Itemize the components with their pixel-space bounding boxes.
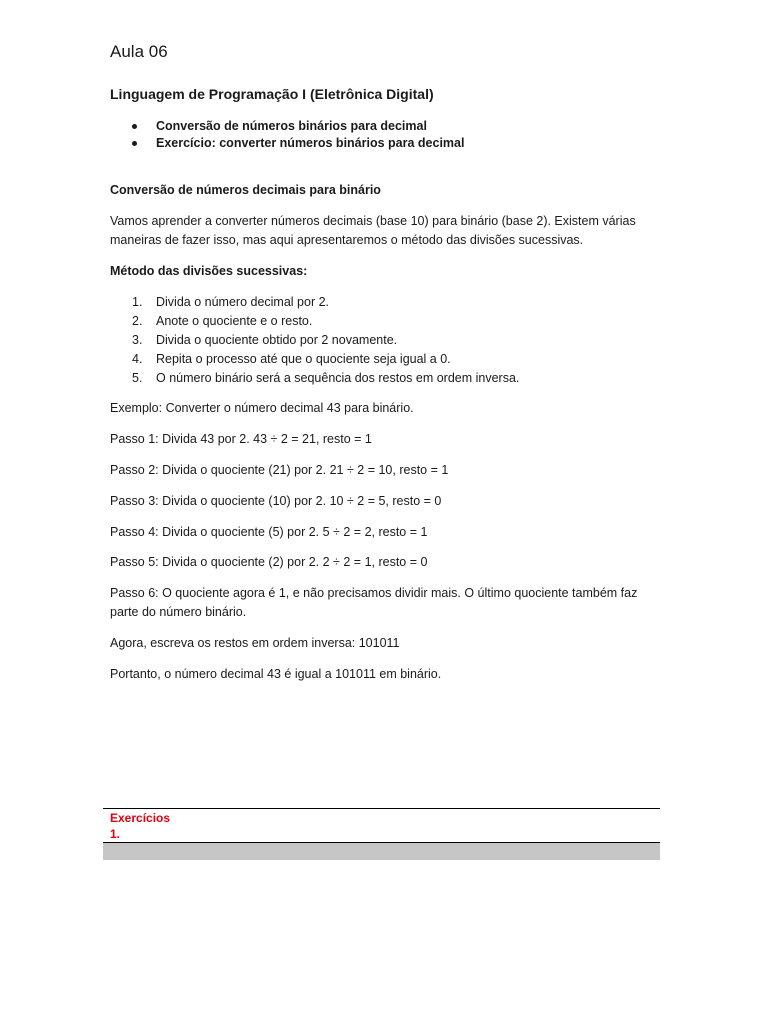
- passo-paragraph: Passo 3: Divida o quociente (10) por 2. 10 ÷ 2 = 5, resto = 0: [110, 494, 442, 508]
- exercise-number: 1.: [110, 827, 121, 841]
- exercises-table: [103, 808, 660, 860]
- list-item: [110, 118, 464, 135]
- list-item: [110, 293, 519, 312]
- exercises-title: Exercícios: [110, 811, 171, 825]
- list-item: [110, 331, 519, 350]
- list-item: [110, 369, 519, 388]
- step-text: O número binário será a sequência dos restos em ordem inversa.: [156, 371, 520, 385]
- bullet-icon: [132, 141, 137, 146]
- step-text: Anote o quociente e o resto.: [156, 314, 313, 328]
- passo-paragraph: Passo 2: Divida o quociente (21) por 2. 21 ÷ 2 = 10, resto = 1: [110, 463, 449, 477]
- list-item: [110, 312, 519, 331]
- step-number: 3.: [132, 333, 143, 347]
- intro-paragraph: Vamos aprender a converter números decimais (base 10) para binário (base 2). Existem várias maneiras de fazer isso, mas aqui apresentaremos o método das divisões sucessivas.: [110, 214, 636, 247]
- course-subtitle: Linguagem de Programação I (Eletrônica Digital): [110, 86, 434, 102]
- list-item: [110, 350, 519, 369]
- step-number: 4.: [132, 352, 143, 366]
- step-number: 2.: [132, 314, 143, 328]
- topic-text: Exercício: converter números binários para decimal: [156, 135, 465, 150]
- topics-list: [110, 118, 464, 151]
- example-paragraph: Exemplo: Converter o número decimal 43 para binário.: [110, 401, 414, 415]
- remainders-paragraph: Agora, escreva os restos em ordem inversa: 101011: [110, 636, 400, 650]
- conclusion-paragraph: Portanto, o número decimal 43 é igual a 101011 em binário.: [110, 667, 442, 681]
- step-number: 1.: [132, 295, 143, 309]
- bullet-icon: [132, 124, 137, 129]
- section-heading: Conversão de números decimais para binário: [110, 183, 381, 197]
- passo-paragraph: Passo 5: Divida o quociente (2) por 2. 2 ÷ 2 = 1, resto = 0: [110, 555, 428, 569]
- passo-paragraph: Passo 6: O quociente agora é 1, e não precisamos dividir mais. O último quociente também faz parte do número binário.: [110, 586, 638, 619]
- exercises-header: [103, 809, 660, 843]
- method-heading: Método das divisões sucessivas:: [110, 264, 308, 278]
- passo-paragraph: Passo 4: Divida o quociente (5) por 2. 5 ÷ 2 = 2, resto = 1: [110, 525, 428, 539]
- page-title: Aula 06: [110, 42, 168, 61]
- steps-list: [110, 293, 519, 388]
- exercise-shaded-row: [103, 843, 660, 860]
- step-text: Divida o quociente obtido por 2 novamente.: [156, 333, 398, 347]
- topic-text: Conversão de números binários para decimal: [156, 119, 427, 133]
- passo-paragraph: Passo 1: Divida 43 por 2. 43 ÷ 2 = 21, resto = 1: [110, 432, 372, 446]
- step-number: 5.: [132, 371, 143, 385]
- step-text: Repita o processo até que o quociente seja igual a 0.: [156, 352, 451, 366]
- list-item: [110, 135, 464, 152]
- step-text: Divida o número decimal por 2.: [156, 295, 329, 309]
